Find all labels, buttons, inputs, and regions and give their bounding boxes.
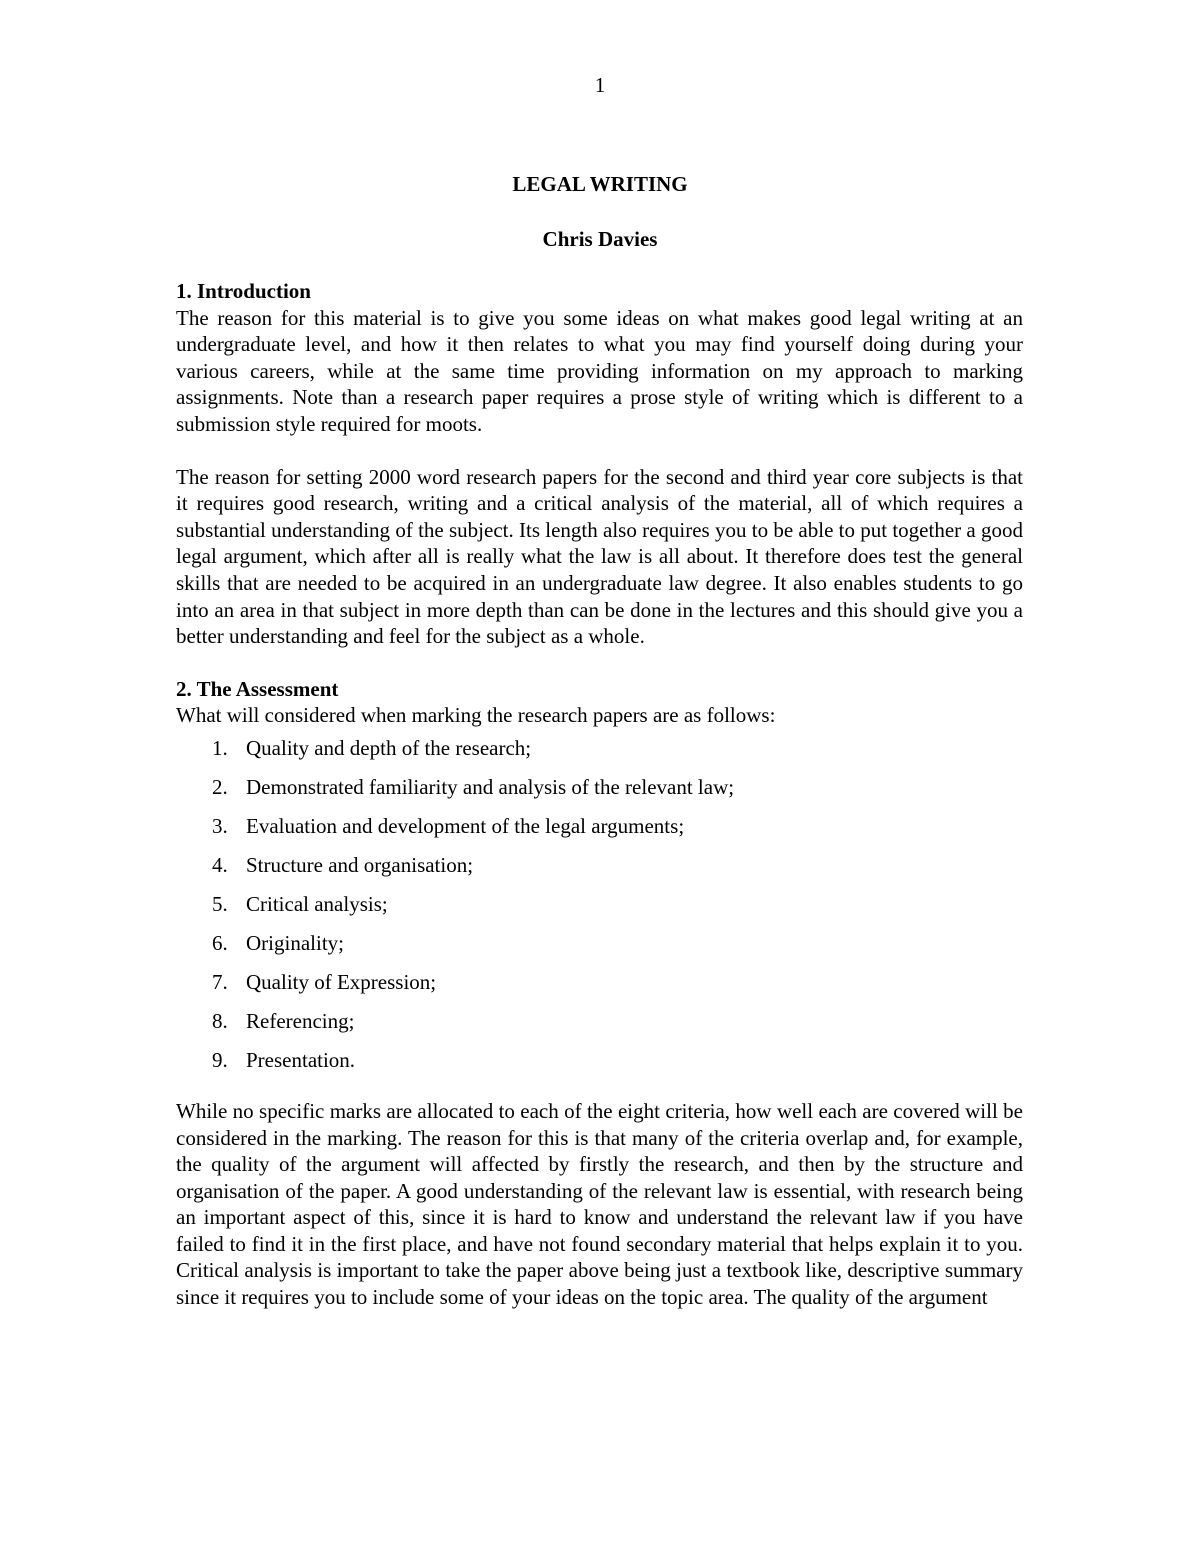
list-item-text: Quality of Expression; xyxy=(246,969,437,994)
section-heading-introduction: 1. Introduction xyxy=(176,279,311,303)
list-item-number: 8. xyxy=(212,1008,228,1033)
document-body xyxy=(176,278,1023,1311)
list-item-text: Critical analysis; xyxy=(246,891,388,916)
list-item-number: 9. xyxy=(212,1047,228,1072)
list-item-text: Originality; xyxy=(246,930,344,955)
list-item-number: 2. xyxy=(212,774,228,799)
list-item xyxy=(176,1008,1023,1047)
list-item-number: 4. xyxy=(212,852,228,877)
list-item-number: 5. xyxy=(212,891,228,916)
list-item-text: Quality and depth of the research; xyxy=(246,735,532,760)
list-item xyxy=(176,891,1023,930)
list-item-number: 6. xyxy=(212,930,228,955)
paragraph: The reason for setting 2000 word research papers for the second and third year core subjects is that it requires good research, writing and a critical analysis of the material, all of which requires a substantial understanding of the subject. Its length also requires you to be able to put together a good legal argument, which after all is really what the law is all about. It therefore does test the general skills that are needed to be acquired in an undergraduate law degree. It also enables students to go into an area in that subject in more depth than can be done in the lectures and this should give you a better understanding and feel for the subject as a whole. xyxy=(176,464,1023,649)
list-item xyxy=(176,1047,1023,1086)
list-item-text: Presentation. xyxy=(246,1047,356,1072)
list-item xyxy=(176,852,1023,891)
list-item-text: Evaluation and development of the legal arguments; xyxy=(246,813,685,838)
list-item-text: Referencing; xyxy=(246,1008,355,1033)
document-author: Chris Davies xyxy=(542,227,658,251)
list-item xyxy=(176,735,1023,774)
list-item-number: 3. xyxy=(212,813,228,838)
paragraph: What will considered when marking the research papers are as follows: xyxy=(176,703,776,728)
list-item-text: Structure and organisation; xyxy=(246,852,474,877)
list-item xyxy=(176,774,1023,813)
list-item xyxy=(176,813,1023,852)
document-title: LEGAL WRITING xyxy=(512,172,688,196)
section-heading-assessment: 2. The Assessment xyxy=(176,676,339,701)
paragraph: While no specific marks are allocated to each of the eight criteria, how well each are covered will be considered in the marking. The reason for this is that many of the criteria overlap and, for example, the quality of the argument will affected by firstly the research, and then by the structure and organisation of the paper. A good understanding of the relevant law is essential, with research being an important aspect of this, since it is hard to know and understand the relevant law if you have failed to find it in the first place, and have not found secondary material that helps explain it to you. Critical analysis is important to take the paper above being just a textbook like, descriptive summary since it requires you to include some of your ideas on the topic area. The quality of the argument xyxy=(176,1098,1023,1310)
paragraph: The reason for this material is to give you some ideas on what makes good legal writing at an undergraduate level, and how it then relates to what you may find yourself doing during your various careers, while at the same time providing information on my approach to marking assignments. Note than a research paper requires a prose style of writing which is different to a submission style required for moots. xyxy=(176,305,1023,436)
list-item xyxy=(176,930,1023,969)
page-number: 1 xyxy=(594,73,606,97)
criteria-list xyxy=(176,735,1023,1086)
list-item-number: 7. xyxy=(212,969,228,994)
list-item xyxy=(176,969,1023,1008)
list-item-number: 1. xyxy=(212,735,228,760)
list-item-text: Demonstrated familiarity and analysis of the relevant law; xyxy=(246,774,735,799)
